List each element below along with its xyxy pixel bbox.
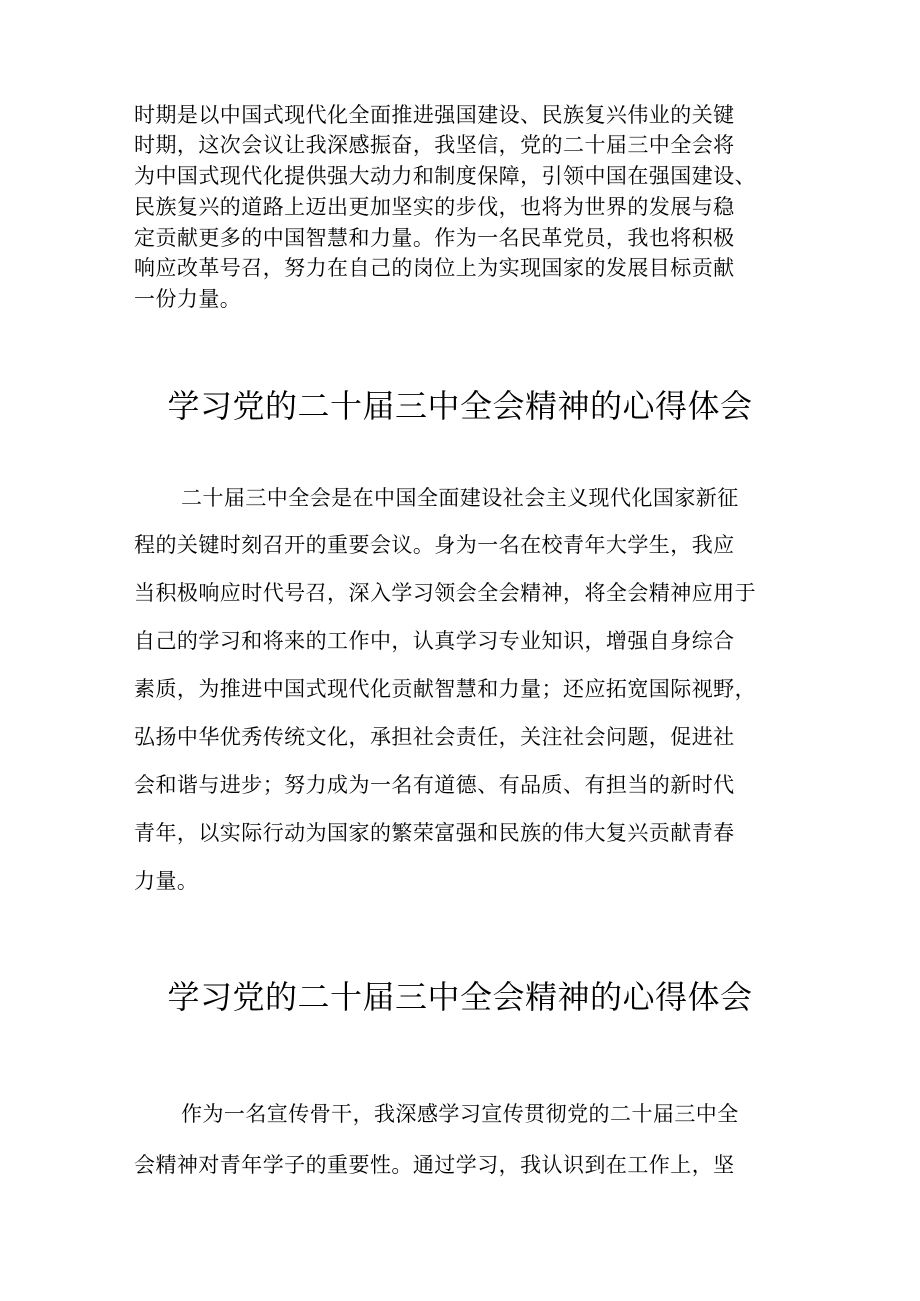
paragraph-line: 民族复兴的道路上迈出更加坚实的步伐，也将为世界的发展与稳 [134,195,735,219]
paragraph-line: 青年，以实际行动为国家的繁荣富强和民族的伟大复兴贡献青春 [134,821,735,845]
section-title: 学习党的二十届三中全会精神的心得体会 [167,978,753,1016]
paragraph-line: 会精神对青年学子的重要性。通过学习，我认识到在工作上，坚 [134,1153,735,1177]
paragraph-line: 程的关键时刻召开的重要会议。身为一名在校青年大学生，我应 [134,533,735,557]
paragraph-line: 力量。 [134,869,199,893]
paragraph-line: 弘扬中华优秀传统文化，承担社会责任，关注社会问题，促进社 [134,725,735,749]
paragraph-line: 一份力量。 [134,287,242,311]
paragraph-line: 素质，为推进中国式现代化贡献智慧和力量；还应拓宽国际视野， [134,677,757,701]
paragraph-line: 为中国式现代化提供强大动力和制度保障，引领中国在强国建设、 [134,164,757,188]
paragraph-line: 定贡献更多的中国智慧和力量。作为一名民革党员，我也将积极 [134,226,735,250]
section-title: 学习党的二十届三中全会精神的心得体会 [167,387,753,425]
paragraph-line: 当积极响应时代号召，深入学习领会全会精神，将全会精神应用于 [134,581,757,605]
paragraph-line: 二十届三中全会是在中国全面建设社会主义现代化国家新征 [181,486,739,510]
paragraph-line: 时期是以中国式现代化全面推进强国建设、民族复兴伟业的关键 [134,103,735,127]
paragraph-line: 自己的学习和将来的工作中，认真学习专业知识，增强自身综合 [134,629,735,653]
paragraph-line: 响应改革号召，努力在自己的岗位上为实现国家的发展目标贡献 [134,256,735,280]
paragraph-line: 时期，这次会议让我深感振奋，我坚信，党的二十届三中全会将 [134,133,735,157]
paragraph-line: 作为一名宣传骨干，我深感学习宣传贯彻党的二十届三中全 [181,1102,739,1126]
paragraph-line: 会和谐与进步；努力成为一名有道德、有品质、有担当的新时代 [134,773,735,797]
